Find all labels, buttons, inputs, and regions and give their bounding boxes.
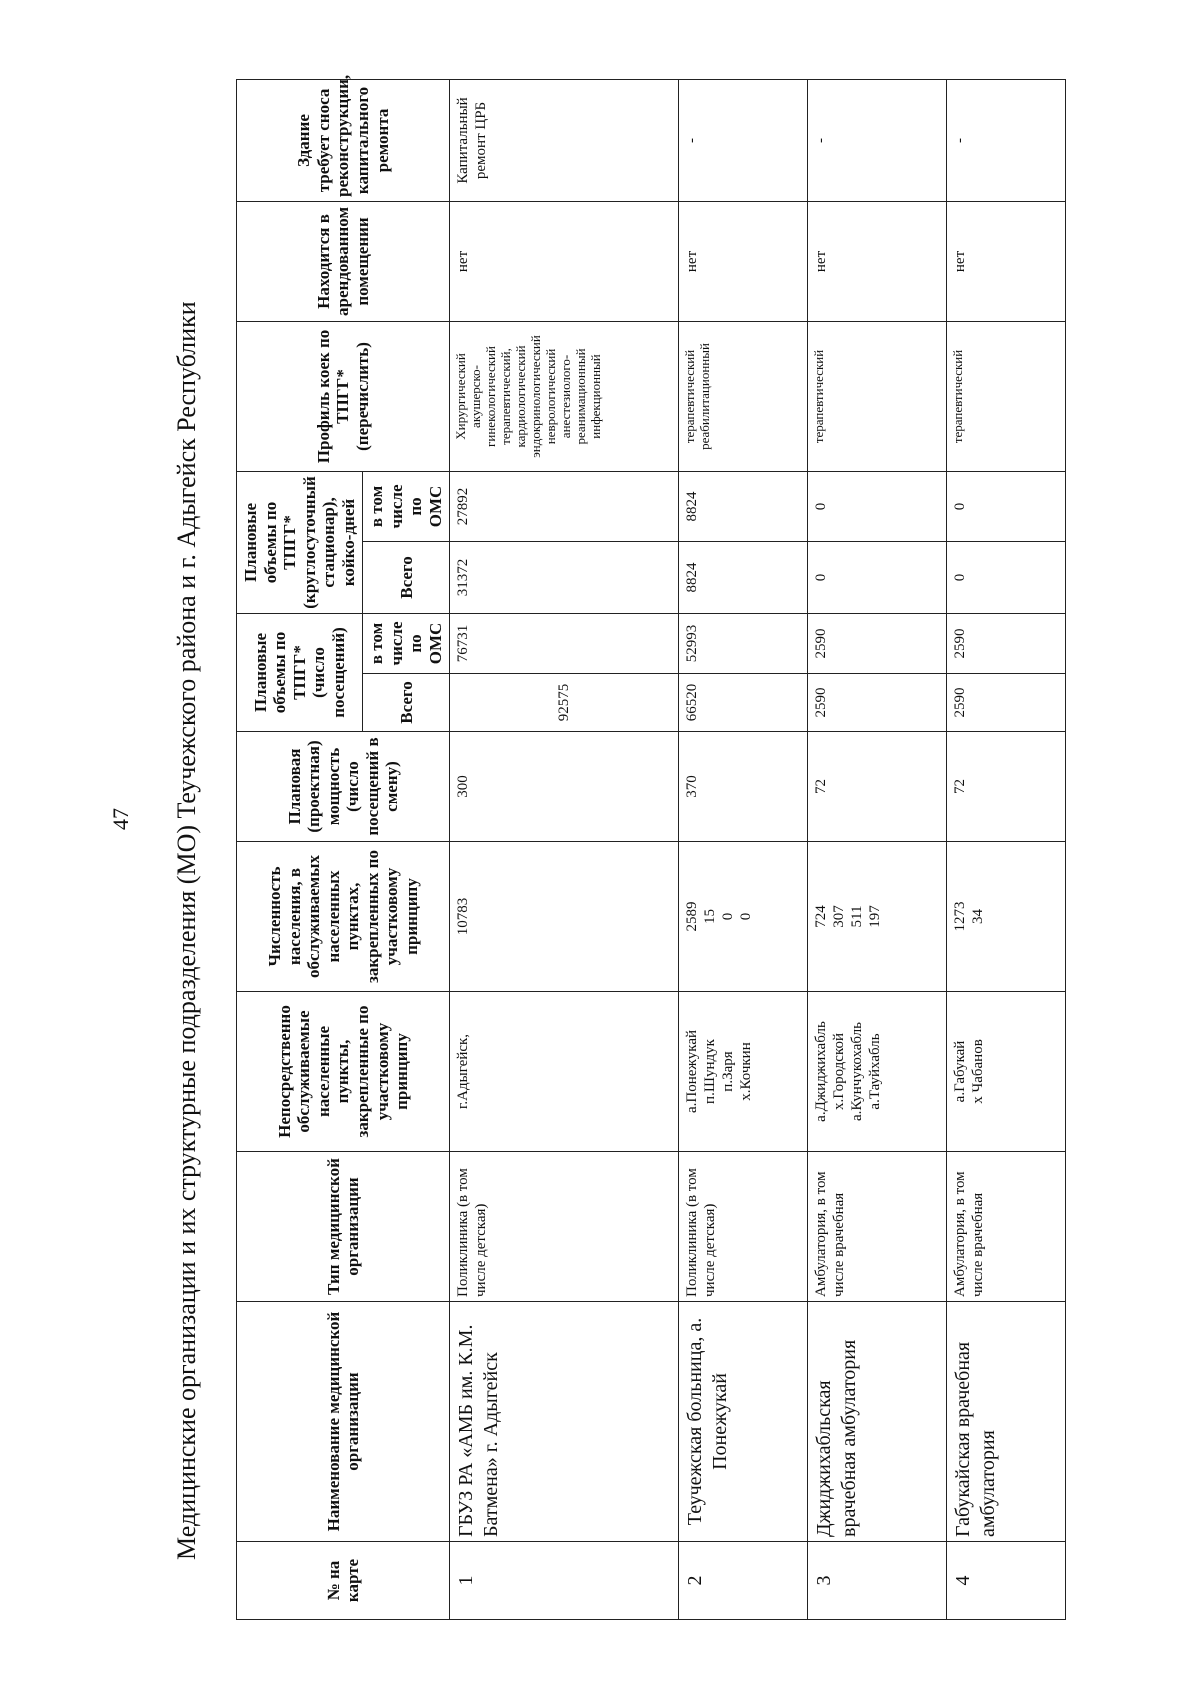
cell-beds-total: 0: [807, 541, 946, 613]
header-row-1: [237, 79, 363, 1619]
header-population: Численность населения, в обслуживаемых населенных пунктах, закрепленных по участковому принципу: [237, 842, 450, 992]
document-title: Медицинские организации и их структурные подразделения (МО) Теучежского района и г. Адыгейск Республики: [172, 301, 201, 1560]
cell-visits-total: 92575: [450, 674, 679, 732]
header-visits-total: Всего: [363, 674, 450, 732]
cell-settlements: а.Габукай х Чабанов: [946, 992, 1065, 1152]
table-row: [946, 79, 1065, 1619]
cell-name: ГБУЗ РА «АМБ им. К.М. Батмена» г. Адыгейск: [450, 1302, 679, 1542]
cell-name: Теучежская больница, а. Понежукай: [679, 1302, 807, 1542]
header-visits-oms: в том числе по ОМС: [363, 613, 450, 673]
cell-capacity: 300: [450, 732, 679, 842]
cell-name: Джиджихабльская врачебная амбулатория: [807, 1302, 946, 1542]
cell-beds-oms: 0: [807, 471, 946, 541]
header-repair: Здание требует сноса реконструкции, капитального ремонта: [237, 79, 450, 201]
header-visits: Плановые объемы по ТПГГ* (число посещений): [237, 613, 363, 731]
cell-settlements: а.Джиджихабль х.Городской а.Кунчукохабль а.Тауйхабль: [807, 992, 946, 1152]
header-type: Тип медицинской организации: [237, 1152, 450, 1302]
cell-beds-oms: 27892: [450, 471, 679, 541]
cell-visits-total: 2590: [807, 674, 946, 732]
cell-num: 4: [946, 1542, 1065, 1620]
header-name: Наименование медицинской организации: [237, 1302, 450, 1542]
header-profile: Профиль коек по ТПГГ* (перечислить): [237, 321, 450, 471]
table-row: [679, 79, 807, 1619]
header-beds: Плановые объемы по ТПГГ* (круглосуточный стационар), койко-дней: [237, 471, 363, 613]
header-settlements: Непосредственно обслуживаемые населенные пункты, закрепленные по участковому принципу: [237, 992, 450, 1152]
organizations-table-wrapper: [236, 74, 1066, 1620]
cell-settlements: г.Адыгейск,: [450, 992, 679, 1152]
cell-population: 2589 15 0 0: [679, 842, 807, 992]
cell-beds-total: 31372: [450, 541, 679, 613]
cell-profile: терапевтический: [946, 321, 1065, 471]
cell-settlements: а.Понежукай п.Шундук п.Заря х.Кочкин: [679, 992, 807, 1152]
cell-population: 10783: [450, 842, 679, 992]
cell-profile: Хирургический акушерско-гинекологический терапевтический, кардиологический эндокринологический неврологический анестезиолого-реанимационный инфекционный: [450, 321, 679, 471]
organizations-table: [236, 74, 1066, 1620]
cell-beds-oms: 8824: [679, 471, 807, 541]
cell-name: Габукайская врачебная амбулатория: [946, 1302, 1065, 1542]
cell-rented: нет: [946, 201, 1065, 321]
cell-visits-oms: 52993: [679, 613, 807, 673]
page-number: 47: [108, 808, 133, 830]
cell-capacity: 370: [679, 732, 807, 842]
cell-type: Амбулатория, в том числе врачебная: [946, 1152, 1065, 1302]
cell-population: 724 307 511 197: [807, 842, 946, 992]
cell-capacity: 72: [807, 732, 946, 842]
cell-capacity: 72: [946, 732, 1065, 842]
header-beds-oms: в том числе по ОМС: [363, 471, 450, 541]
cell-rented: нет: [450, 201, 679, 321]
header-beds-total: Всего: [363, 541, 450, 613]
cell-repair: -: [946, 79, 1065, 201]
cell-repair: Капитальный ремонт ЦРБ: [450, 79, 679, 201]
cell-repair: -: [679, 79, 807, 201]
cell-visits-oms: 2590: [946, 613, 1065, 673]
header-rented: Находится в арендованном помещении: [237, 201, 450, 321]
cell-visits-total: 2590: [946, 674, 1065, 732]
cell-visits-oms: 76731: [450, 613, 679, 673]
cell-population: 1273 34: [946, 842, 1065, 992]
cell-profile: терапевтический реабилитационный: [679, 321, 807, 471]
cell-type: Поликлиника (в том числе детская): [679, 1152, 807, 1302]
cell-rented: нет: [807, 201, 946, 321]
cell-profile: терапевтический: [807, 321, 946, 471]
header-capacity: Плановая (проектная) мощность (число посещений в смену): [237, 732, 450, 842]
header-num: № на карте: [237, 1542, 450, 1620]
cell-num: 2: [679, 1542, 807, 1620]
cell-type: Поликлиника (в том числе детская): [450, 1152, 679, 1302]
cell-num: 3: [807, 1542, 946, 1620]
cell-beds-total: 8824: [679, 541, 807, 613]
cell-visits-total: 66520: [679, 674, 807, 732]
cell-type: Амбулатория, в том числе врачебная: [807, 1152, 946, 1302]
cell-visits-oms: 2590: [807, 613, 946, 673]
cell-repair: -: [807, 79, 946, 201]
cell-rented: нет: [679, 201, 807, 321]
table-row: [450, 79, 679, 1619]
table-row: [807, 79, 946, 1619]
cell-beds-oms: 0: [946, 471, 1065, 541]
cell-num: 1: [450, 1542, 679, 1620]
cell-beds-total: 0: [946, 541, 1065, 613]
